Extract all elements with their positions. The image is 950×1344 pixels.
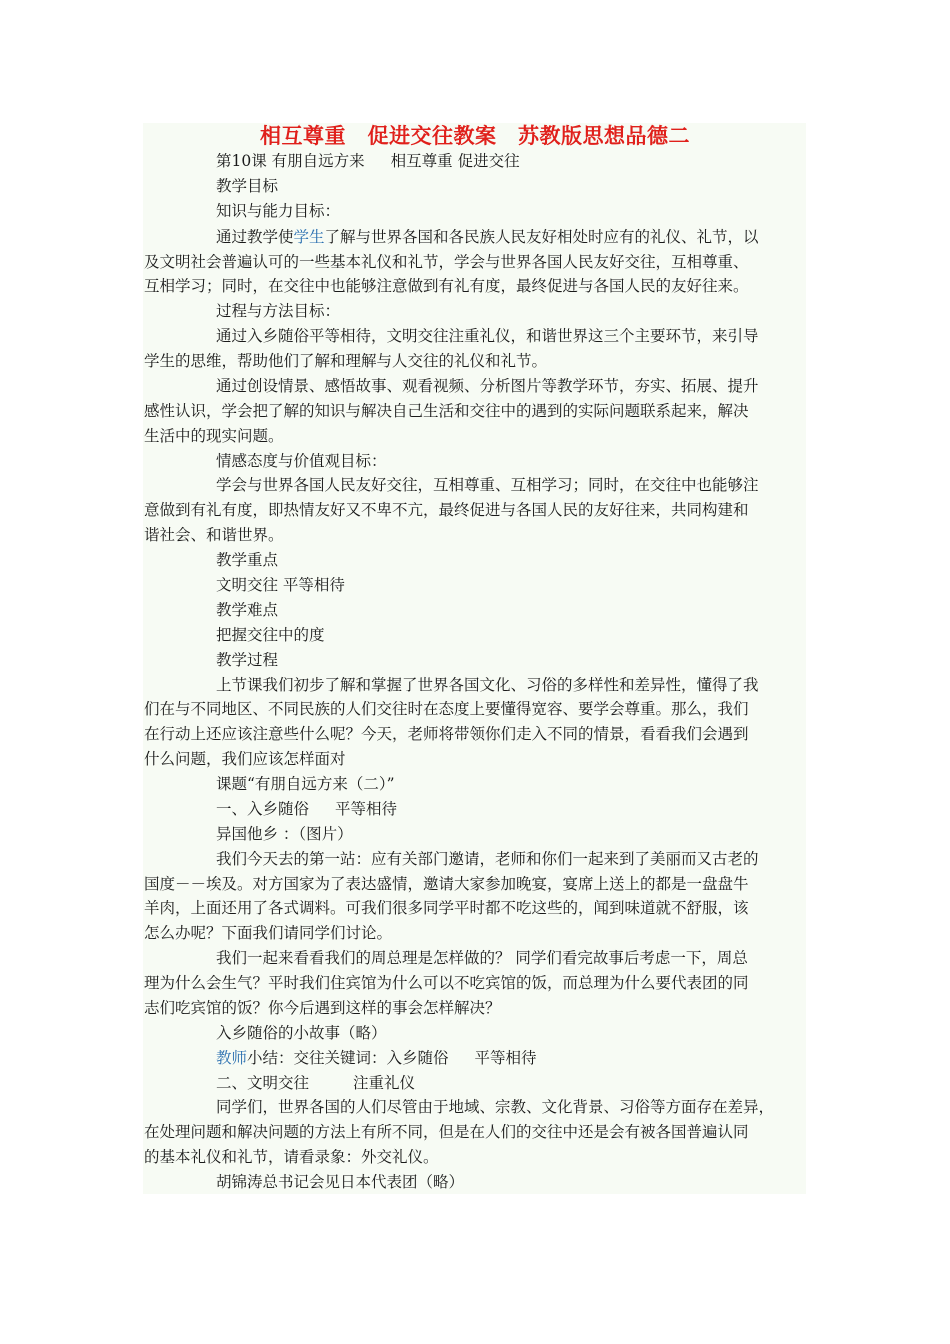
difficult-heading: 教学难点 (216, 601, 279, 619)
paragraph-line: 理为什么会生气？平时我们住宾馆为什么可以不吃宾馆的饭，而总理为什么要代表团的同 (144, 974, 749, 992)
section-heading (216, 799, 806, 819)
paragraph-line (216, 227, 806, 247)
section-heading (216, 1073, 806, 1093)
process-heading: 过程与方法目标： (216, 302, 341, 320)
foreign-line: 异国他乡 ：（图片） (216, 825, 353, 843)
section-title: 注重礼仪 (353, 1074, 416, 1092)
paragraph-line: 羊肉，上面还用了各式调料。可我们很多同学平时都不吃这些的，闻到味道就不舒服，该 (144, 899, 749, 917)
paragraph-line: 在处理问题和解决问题的方法上有所不同，但是在人们的交往中还是会有被各国普遍认同 (144, 1123, 749, 1141)
paragraph-line: 生活中的现实问题。 (144, 427, 284, 445)
emotion-heading: 情感态度与价值观目标： (216, 452, 387, 470)
paragraph-line: 学生的思维，帮助他们了解和理解与人交往的礼仪和礼节。 (144, 352, 548, 370)
teacher-link[interactable]: 教师 (216, 1049, 248, 1067)
text-span: 小结：交往关键词：入乡随俗 (247, 1049, 449, 1067)
paragraph-line: 通过创设情景、感悟故事、观看视频、分析图片等教学环节，夯实、拓展、提升 (216, 377, 759, 395)
story-line: 入乡随俗的小故事（略） (216, 1024, 387, 1042)
summary-line (216, 1048, 806, 1068)
topic-line: 课题“有朋自远方来（二）” (216, 775, 395, 793)
paragraph-line: 通过入乡随俗平等相待，文明交往注重礼仪，和谐世界这三个主要环节，来引导 (216, 327, 759, 345)
difficult-text: 把握交往中的度 (216, 626, 325, 644)
section-number: 二、文明交往 (216, 1074, 310, 1092)
paragraph-line: 国度－－埃及。对方国家为了表达盛情，邀请大家参加晚宴，宴席上送上的都是一盘盘牛 (144, 875, 749, 893)
section-title: 平等相待 (335, 800, 398, 818)
paragraph-line: 学会与世界各国人民友好交往，互相尊重、互相学习；同时，在交往中也能够注 (216, 476, 759, 494)
paragraph-line: 怎么办呢？下面我们请同学们讨论。 (144, 924, 393, 942)
paragraph-line: 的基本礼仪和礼节，请看录象：外交礼仪。 (144, 1148, 439, 1166)
paragraph-line: 及文明社会普遍认可的一些基本礼仪和礼节，学会与世界各国人民友好交往，互相尊重、 (144, 253, 749, 271)
paragraph-line: 上节课我们初步了解和掌握了世界各国文化、习俗的多样性和差异性，懂得了我 (216, 676, 759, 694)
text-span: 平等相待 (474, 1049, 537, 1067)
last-line: 胡锦涛总书记会见日本代表团（略） (216, 1173, 465, 1191)
paragraph-line: 同学们，世界各国的人们尽管由于地域、宗教、文化背景、习俗等方面存在差异， (216, 1098, 775, 1116)
process2-heading: 教学过程 (216, 651, 279, 669)
key-text: 文明交往 平等相待 (216, 576, 345, 594)
goals-heading: 教学目标 (216, 177, 279, 195)
text-span: 了解与世界各国和各民族人民友好相处时应有的礼仪、礼节，以 (324, 228, 759, 246)
paragraph-line: 我们一起来看看我们的周总理是怎样做的？ 同学们看完故事后考虑一下，周总 (216, 949, 748, 967)
document-title: 相互尊重 促进交往教案 苏教版思想品德二 (260, 123, 690, 148)
key-heading: 教学重点 (216, 551, 279, 569)
paragraph-line: 们在与不同地区、不同民族的人们交往时在态度上要懂得宽容、要学会尊重。那么，我们 (144, 700, 749, 718)
paragraph-line: 谐社会、和谐世界。 (144, 526, 284, 544)
paragraph-line: 在行动上还应该注意些什么呢？今天，老师将带领你们走入不同的情景，看看我们会遇到 (144, 725, 749, 743)
paragraph-line: 什么问题，我们应该怎样面对 (144, 750, 346, 768)
lesson-subtitle: 相互尊重 促进交往 (390, 152, 520, 170)
student-link[interactable]: 学生 (293, 228, 325, 246)
paragraph-line: 互相学习；同时，在交往中也能够注意做到有礼有度，最终促进与各国人民的友好往来。 (144, 277, 749, 295)
paragraph-line: 我们今天去的第一站：应有关部门邀请，老师和你们一起来到了美丽而又古老的 (216, 850, 759, 868)
section-number: 一、入乡随俗 (216, 800, 310, 818)
lesson-heading (216, 151, 806, 171)
knowledge-heading: 知识与能力目标： (216, 202, 341, 220)
paragraph-line: 意做到有礼有度，即热情友好又不卑不亢，最终促进与各国人民的友好往来，共同构建和 (144, 501, 749, 519)
paragraph-line: 感性认识，学会把了解的知识与解决自己生活和交往中的遇到的实际问题联系起来，解决 (144, 402, 749, 420)
lesson-number: 第10课 有朋自远方来 (216, 152, 365, 170)
text-span: 通过教学使 (216, 228, 294, 246)
paragraph-line: 志们吃宾馆的饭？你今后遇到这样的事会怎样解决？ (144, 999, 501, 1017)
